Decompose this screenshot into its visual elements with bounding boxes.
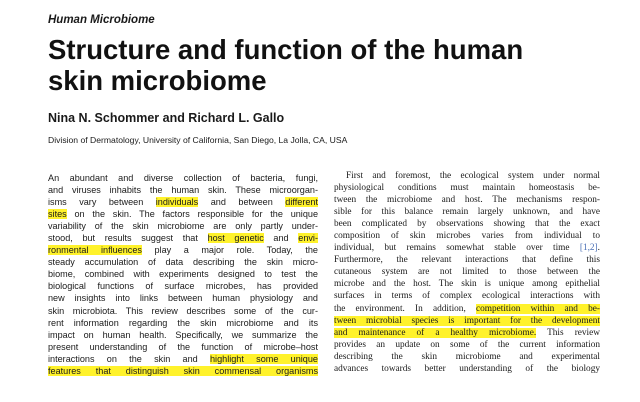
text-run: This review [536,327,600,338]
body-line [334,303,600,315]
text-run: . [597,243,600,254]
affiliation: Division of Dermatology, University of California, San Diego, La Jolla, CA, USA [48,135,348,145]
text-run: advances towards better understanding of the biology [334,363,600,374]
abstract-line [48,196,318,208]
body-line [334,315,600,327]
text-run: surfaces in terms of complex ecological interactions with [334,291,600,302]
highlighted-text: host genetic [207,233,264,244]
text-run: the environment. In addition, [334,303,476,314]
abstract-column [48,172,318,377]
abstract-line [48,280,318,292]
abstract-line [48,329,318,341]
text-run: sible for this balance remain largely unknown, and have [334,207,600,218]
body-text-column [334,170,600,375]
highlighted-text: sites [48,209,67,220]
highlighted-text: ronmental influences [48,245,142,256]
abstract-line [48,244,318,256]
text-run: play a major role. Today, the [141,245,318,256]
text-run: composition of skin microbes varies from individual to [334,231,600,242]
highlighted-text: tween microbial species is important for the development [334,315,600,326]
abstract-line [48,341,318,353]
body-line [334,194,600,206]
highlighted-text: highlight some unique [210,353,318,364]
body-line [334,339,600,351]
text-run: steady accumulation of data describing the skin micro- [48,257,318,268]
text-run: describing the skin microbiome and experimental [334,351,600,362]
abstract-line [48,317,318,329]
text-run: been complicated by observations showing that the exact [334,219,600,230]
abstract-line [48,353,318,365]
text-run: rent information regarding the skin microbiome and its [48,317,318,328]
abstract-line [48,305,318,317]
text-run: biological functions of surface microbes, has provided [48,281,318,292]
text-run: physiological conditions must maintain homeostasis be- [334,183,600,194]
text-run: and between [198,197,286,208]
highlighted-text: individuals [155,197,199,208]
article-title [48,34,628,96]
highlighted-text: different [285,197,318,208]
abstract-line [48,172,318,184]
text-run: variability of the skin microbiome are only partly under- [48,221,318,232]
abstract-line [48,232,318,244]
text-run: An abundant and diverse collection of bacteria, fungi, [48,173,318,183]
text-run: present understanding of the function of microbe–host [48,341,318,352]
text-run: tween the microbiome and host. The mechanisms respon- [334,195,600,206]
authors: Nina N. Schommer and Richard L. Gallo [48,111,285,125]
highlighted-text: competition within and be- [475,303,600,314]
text-run: and [263,233,299,244]
body-line [334,170,600,182]
text-run: isms vary between [48,197,156,208]
text-run: and viruses inhabits the human skin. These microorgan- [48,185,318,196]
body-line [334,242,600,254]
abstract-line [48,208,318,220]
body-line [334,351,600,363]
text-run: stood, but results suggest that [48,233,208,244]
section-label: Human Microbiome [48,14,155,26]
abstract-line [48,268,318,280]
body-line [334,290,600,302]
abstract-line [48,292,318,304]
text-run: interactions on the skin and [48,353,210,364]
text-run: biome, combined with experiments designed to test the [48,269,318,280]
text-run: impact on human health. Specifically, we summarize the [48,329,318,340]
highlighted-text: and maintenance of a healthy microbiome. [334,327,537,338]
text-run: cutaneous system are not limited to those between the [334,267,600,278]
abstract-line [48,220,318,232]
body-line [334,218,600,230]
text-run: individual, but remains somewhat stable over time [334,243,580,254]
body-line [334,363,600,375]
body-line [334,206,600,218]
body-line [334,254,600,266]
abstract-line [48,365,318,377]
abstract-line [48,184,318,196]
text-run: provides an update on some of the current information [334,339,600,350]
text-run: Furthermore, the relevant interactions that define this [334,255,600,266]
text-run: skin microbiota. This review describes some of the cur- [48,305,318,316]
title-line: Structure and function of the human [48,34,524,65]
abstract-line [48,256,318,268]
text-run: on the skin. The factors responsible for the unique [66,209,318,220]
text-run: new insights into links between human physiology and [48,293,318,304]
highlighted-text: features that distinguish skin commensal organisms [48,365,318,376]
title-line: skin microbiome [48,65,267,96]
highlighted-text: envi- [298,233,318,244]
text-run: First and foremost, the ecological system under normal [346,171,600,181]
body-line [334,327,600,339]
body-line [334,266,600,278]
citation-link[interactable]: [1,2] [579,243,598,254]
text-run: microbe and the host. The skin is unique among epithelial [334,279,600,290]
body-line [334,182,600,194]
body-line [334,278,600,290]
body-line [334,230,600,242]
